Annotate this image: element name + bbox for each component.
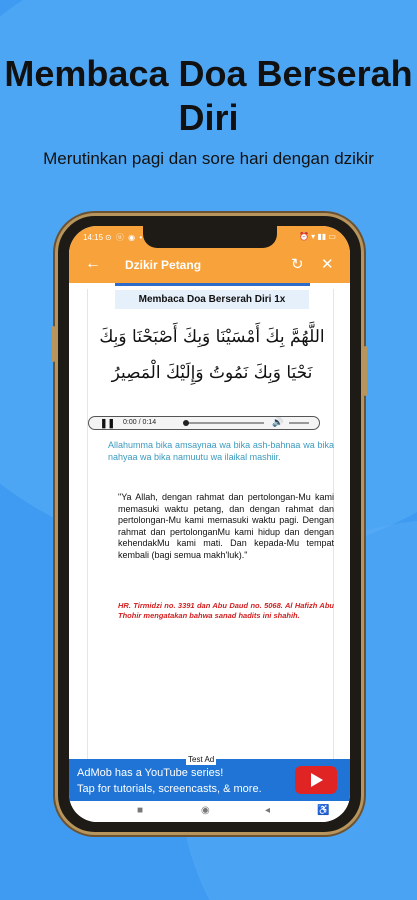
phone-notch <box>143 226 277 248</box>
phone-frame <box>55 213 364 835</box>
doa-source: HR. Tirmidzi no. 3391 dan Abu Daud no. 5068. Al Hafizh Abu Thohir mengatakan bahwa sanad hadits ini shahih. <box>118 601 334 620</box>
phone-screen <box>69 226 350 822</box>
system-nav-bar <box>69 801 350 822</box>
close-icon[interactable]: ✕ <box>321 256 334 273</box>
doa-arabic-text: اللَّهُمَّ بِكَ أَمْسَيْنَا وَبِكَ أَصْبَحْنَا وَبِكَ نَحْيَا وَبِكَ نَمُوتُ وَإِلَيْكَ الْمَصِيرُ <box>99 327 325 383</box>
audio-time: 0:00 / 0:14 <box>123 419 157 426</box>
play-triangle-icon <box>311 773 323 787</box>
app-bar-title: Dzikir Petang <box>125 258 202 272</box>
audio-seek-handle[interactable] <box>183 420 189 426</box>
ad-line-1: AdMob has a YouTube series! <box>77 767 224 779</box>
audio-seek-bar[interactable] <box>184 422 264 424</box>
ad-line-2: Tap for tutorials, screencasts, & more. <box>77 783 262 795</box>
promo-headline: Membaca Doa Berserah Diri <box>4 53 413 138</box>
ad-label: Test Ad <box>188 755 215 764</box>
status-system-icons: ⏰ ▾ ▮▮ ▭ <box>298 232 336 241</box>
volume-slider[interactable] <box>289 422 309 424</box>
back-arrow-icon[interactable]: ← <box>85 255 101 272</box>
doa-content <box>87 289 334 759</box>
youtube-play-icon[interactable] <box>295 766 337 794</box>
recents-square-icon[interactable]: ■ <box>137 805 144 816</box>
refresh-icon[interactable]: ↻ <box>291 256 304 273</box>
phone-power-button <box>364 346 367 396</box>
status-time: 14:15 <box>83 233 104 242</box>
app-bar <box>69 248 350 283</box>
doa-title: Membaca Doa Berserah Diri 1x <box>115 290 309 309</box>
back-triangle-icon[interactable]: ◂ <box>265 805 271 816</box>
pause-icon[interactable]: ❚❚ <box>100 418 116 428</box>
doa-latin-text: Allahumma bika amsaynaa wa bika ash-bahnaa wa bika nahyaa wa bika namuutu wa ilaikal mashiir. <box>108 440 334 462</box>
accessibility-icon[interactable]: ♿ <box>317 805 330 816</box>
home-circle-icon[interactable]: ◉ <box>201 805 210 816</box>
phone-volume-button <box>52 326 55 362</box>
status-icons: ⊙ ⓤ ◉ • <box>105 233 144 242</box>
doa-translation: "Ya Allah, dengan rahmat dan pertolongan-Mu kami memasuki waktu petang, dan dengan rahmat dan pertolongan-Mu kami memasuki waktu pagi. Dengan rahmat dan pertolonganMu kami hidup dan dengan kehendakMu kami mati. Dan kepada-Mu tempat kembali (bagi semua makh'luk)." <box>118 492 334 560</box>
promo-subline: Merutinkan pagi dan sore hari dengan dzikir <box>43 149 374 168</box>
ad-banner[interactable] <box>69 755 350 801</box>
reading-progress-fill <box>115 283 310 286</box>
audio-player <box>88 416 320 430</box>
volume-icon[interactable]: 🔊 <box>272 417 284 427</box>
reading-progress-bar <box>115 283 310 286</box>
